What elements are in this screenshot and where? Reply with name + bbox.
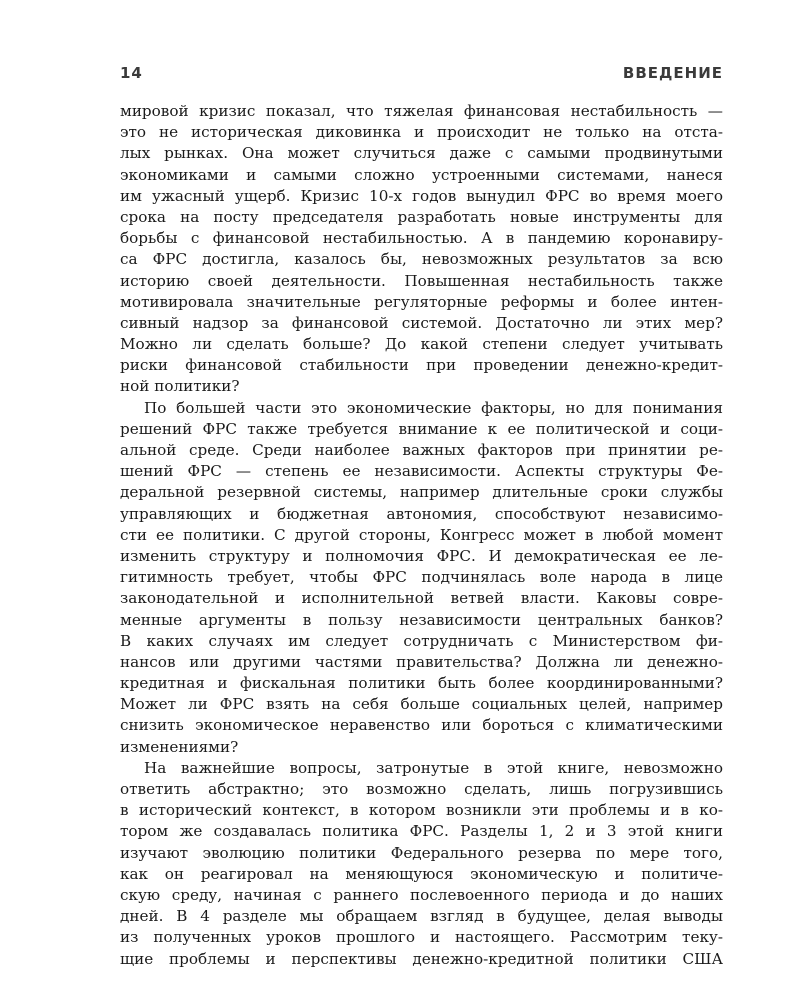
text-line: решений ФРС также требуется внимание к ее политической и соци- bbox=[120, 419, 723, 438]
text-line: щие проблемы и перспективы денежно-кредитной политики США bbox=[120, 949, 723, 968]
text-line: экономиками и самыми сложно устроенными системами, нанеся bbox=[120, 165, 723, 184]
text-line: борьбы с финансовой нестабильностью. А в пандемию коронавиру- bbox=[120, 229, 723, 248]
text-line: дней. В 4 разделе мы обращаем взгляд в будущее, делая выводы bbox=[120, 907, 723, 926]
body-text bbox=[120, 101, 723, 970]
text-line: На важнейшие вопросы, затронутые в этой книге, невозможно bbox=[144, 758, 723, 777]
text-line: ответить абстрактно; это возможно сделать, лишь погрузившись bbox=[120, 780, 723, 798]
text-line: сти ее политики. С другой стороны, Конгресс может в любой момент bbox=[120, 525, 723, 544]
running-head bbox=[120, 64, 723, 84]
text-line: са ФРС достигла, казалось бы, невозможных результатов за всю bbox=[120, 250, 723, 269]
text-line: Можно ли сделать больше? До какой степени следует учитывать bbox=[120, 335, 723, 354]
text-line: это не историческая диковинка и происходит не только на отста- bbox=[120, 123, 723, 142]
text-line: В каких случаях им следует сотрудничать с Министерством фи- bbox=[120, 631, 723, 650]
text-line: историю своей деятельности. Повышенная нестабильность также bbox=[120, 271, 723, 290]
text-line: законодательной и исполнительной ветвей власти. Каковы совре- bbox=[120, 589, 723, 608]
paragraph bbox=[120, 398, 723, 758]
text-line: в исторический контекст, в котором возникли эти проблемы и в ко- bbox=[120, 801, 723, 820]
paragraph bbox=[120, 758, 723, 970]
text-line: снизить экономическое неравенство или бороться с климатическими bbox=[120, 716, 723, 735]
text-line: Может ли ФРС взять на себя больше социальных целей, например bbox=[120, 695, 723, 714]
text-line: лых рынках. Она может случиться даже с самыми продвинутыми bbox=[120, 144, 723, 163]
text-line: изучают эволюцию политики Федерального резерва по мере того, bbox=[120, 843, 723, 862]
text-line: нансов или другими частями правительства? Должна ли денежно- bbox=[120, 652, 723, 671]
page-number: 14 bbox=[120, 64, 143, 82]
section-title: ВВЕДЕНИЕ bbox=[622, 64, 723, 82]
text-line: ной политики? bbox=[120, 377, 240, 396]
text-line: сивный надзор за финансовой системой. Достаточно ли этих мер? bbox=[120, 313, 723, 332]
text-line: как он реагировал на меняющуюся экономическую и политиче- bbox=[120, 864, 723, 883]
text-line: деральной резервной системы, например длительные сроки службы bbox=[120, 483, 723, 502]
text-line: риски финансовой стабильности при проведении денежно-кредит- bbox=[120, 356, 723, 375]
text-line: изменить структуру и полномочия ФРС. И демократическая ее ле- bbox=[120, 546, 723, 565]
text-line: гитимность требует, чтобы ФРС подчинялась воле народа в лице bbox=[120, 568, 723, 587]
text-line: альной среде. Среди наиболее важных факторов при принятии ре- bbox=[120, 441, 723, 459]
text-line: шений ФРС — степень ее независимости. Аспекты структуры Фе- bbox=[120, 462, 723, 481]
text-line: мотивировала значительные регуляторные реформы и более интен- bbox=[120, 292, 723, 311]
text-line: скую среду, начиная с раннего послевоенного периода и до наших bbox=[120, 885, 723, 904]
text-line: мировой кризис показал, что тяжелая финансовая нестабильность — bbox=[120, 102, 723, 120]
text-line: им ужасный ущерб. Кризис 10-х годов вынудил ФРС во время моего bbox=[120, 186, 723, 205]
text-line: изменениями? bbox=[120, 737, 239, 756]
paragraph bbox=[120, 101, 723, 398]
text-line: менные аргументы в пользу независимости центральных банков? bbox=[120, 610, 723, 629]
text-line: тором же создавалась политика ФРС. Разделы 1, 2 и 3 этой книги bbox=[120, 822, 723, 841]
text-line: из полученных уроков прошлого и настоящего. Рассмотрим теку- bbox=[120, 928, 723, 947]
text-line: управляющих и бюджетная автономия, способствуют независимо- bbox=[120, 504, 723, 523]
text-line: срока на посту председателя разработать новые инструменты для bbox=[120, 207, 723, 226]
text-line: По большей части это экономические факторы, но для понимания bbox=[144, 398, 723, 417]
text-line: кредитная и фискальная политики быть более координированными? bbox=[120, 674, 723, 693]
